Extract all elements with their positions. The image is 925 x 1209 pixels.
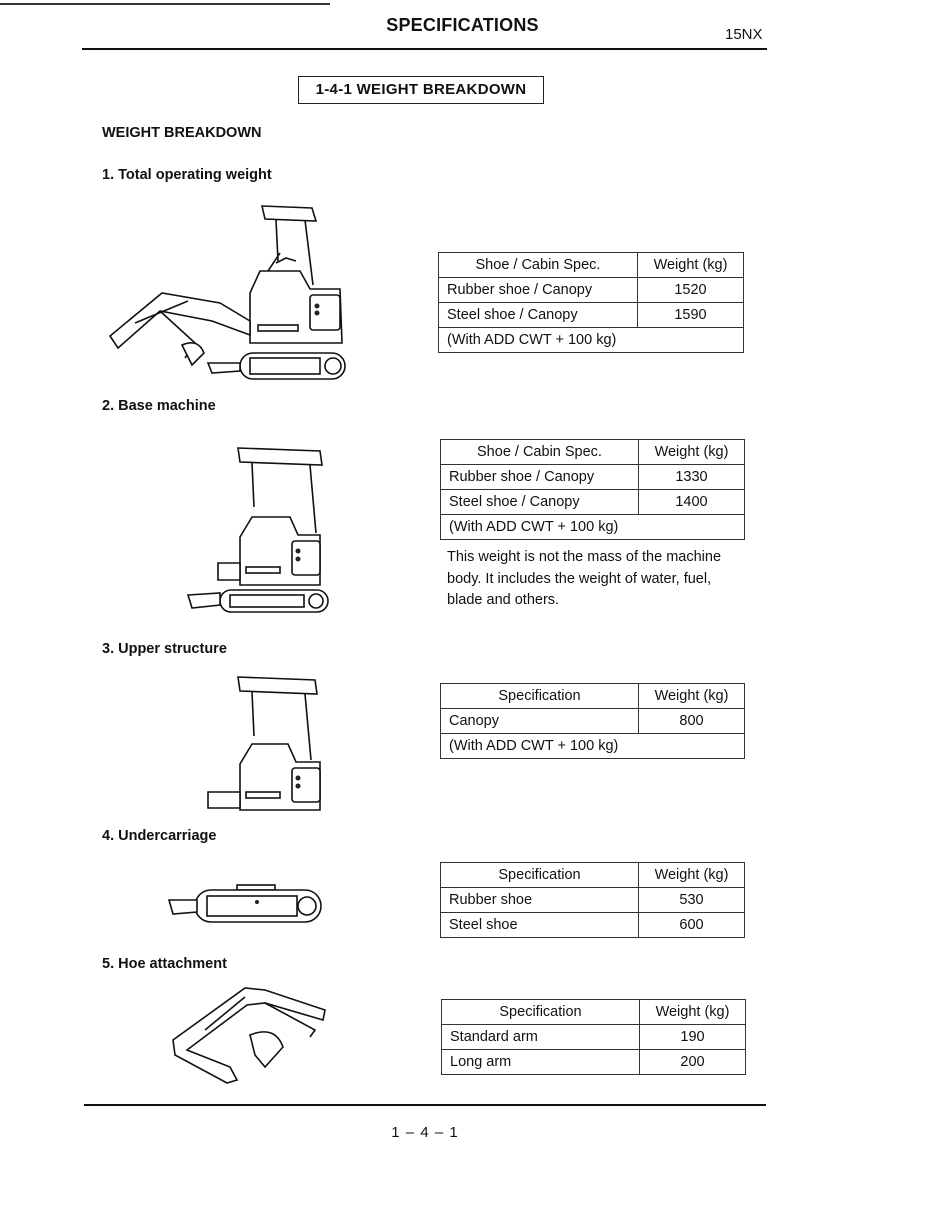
heading: WEIGHT BREAKDOWN	[102, 125, 262, 141]
column-header: Specification	[441, 684, 639, 709]
table-row	[441, 490, 745, 515]
total-weight-table	[438, 252, 744, 353]
header-divider	[82, 48, 767, 50]
spec-cell: Long arm	[442, 1050, 640, 1075]
spec-cell: Steel shoe / Canopy	[439, 303, 638, 328]
spec-cell: Steel shoe	[441, 913, 639, 938]
hoe-attachment-table	[441, 999, 746, 1075]
table-row	[442, 1025, 746, 1050]
footnote-cell: (With ADD CWT + 100 kg)	[439, 328, 744, 353]
table-row	[441, 913, 745, 938]
spec-cell: Rubber shoe	[441, 888, 639, 913]
column-header: Weight (kg)	[639, 440, 745, 465]
table-footnote-row	[439, 328, 744, 353]
table-row	[439, 278, 744, 303]
table-footnote-row	[441, 515, 745, 540]
column-header: Weight (kg)	[639, 684, 745, 709]
weight-cell: 200	[640, 1050, 746, 1075]
weight-cell: 600	[639, 913, 745, 938]
table-header-row	[439, 253, 744, 278]
weight-cell: 800	[639, 709, 745, 734]
spec-cell: Steel shoe / Canopy	[441, 490, 639, 515]
upper-structure-icon	[200, 674, 325, 814]
table-footnote-row	[441, 734, 745, 759]
weight-cell: 1400	[639, 490, 745, 515]
excavator-base-icon	[180, 445, 330, 615]
section-title-base: 2. Base machine	[102, 398, 216, 414]
table-header-row	[441, 684, 745, 709]
section-label: 1-4-1 WEIGHT BREAKDOWN	[298, 76, 544, 104]
upper-structure-table	[440, 683, 745, 759]
column-header: Weight (kg)	[638, 253, 744, 278]
table-row	[441, 465, 745, 490]
footnote-cell: (With ADD CWT + 100 kg)	[441, 734, 745, 759]
table-header-row	[441, 440, 745, 465]
weight-cell: 530	[639, 888, 745, 913]
spec-cell: Canopy	[441, 709, 639, 734]
undercarriage-icon	[165, 882, 325, 927]
table-row	[442, 1050, 746, 1075]
column-header: Shoe / Cabin Spec.	[439, 253, 638, 278]
section-title-undercarriage: 4. Undercarriage	[102, 828, 217, 844]
table-row	[441, 888, 745, 913]
base-machine-table	[440, 439, 745, 540]
base-machine-note: This weight is not the mass of the machine body. It includes the weight of water, fuel, blade and others.	[447, 549, 722, 608]
table-row	[441, 709, 745, 734]
footer-divider	[84, 1104, 766, 1106]
column-header: Shoe / Cabin Spec.	[441, 440, 639, 465]
footnote-cell: (With ADD CWT + 100 kg)	[441, 515, 745, 540]
spec-cell: Rubber shoe / Canopy	[439, 278, 638, 303]
column-header: Weight (kg)	[639, 863, 745, 888]
page-title: SPECIFICATIONS	[386, 15, 539, 35]
column-header: Specification	[441, 863, 639, 888]
model-label: 15NX	[725, 26, 763, 43]
page-number: 1 – 4 – 1	[391, 1124, 459, 1141]
excavator-full-icon	[100, 203, 360, 383]
weight-cell: 1590	[638, 303, 744, 328]
section-title-total: 1. Total operating weight	[102, 167, 272, 183]
scan-edge-line	[0, 3, 330, 5]
hoe-attachment-icon	[165, 985, 335, 1085]
section-title-hoe: 5. Hoe attachment	[102, 956, 227, 972]
table-header-row	[441, 863, 745, 888]
column-header: Weight (kg)	[640, 1000, 746, 1025]
section-title-upper: 3. Upper structure	[102, 641, 227, 657]
table-header-row	[442, 1000, 746, 1025]
spec-cell: Rubber shoe / Canopy	[441, 465, 639, 490]
table-row	[439, 303, 744, 328]
column-header: Specification	[442, 1000, 640, 1025]
spec-cell: Standard arm	[442, 1025, 640, 1050]
weight-cell: 190	[640, 1025, 746, 1050]
weight-cell: 1330	[639, 465, 745, 490]
weight-cell: 1520	[638, 278, 744, 303]
undercarriage-table	[440, 862, 745, 938]
